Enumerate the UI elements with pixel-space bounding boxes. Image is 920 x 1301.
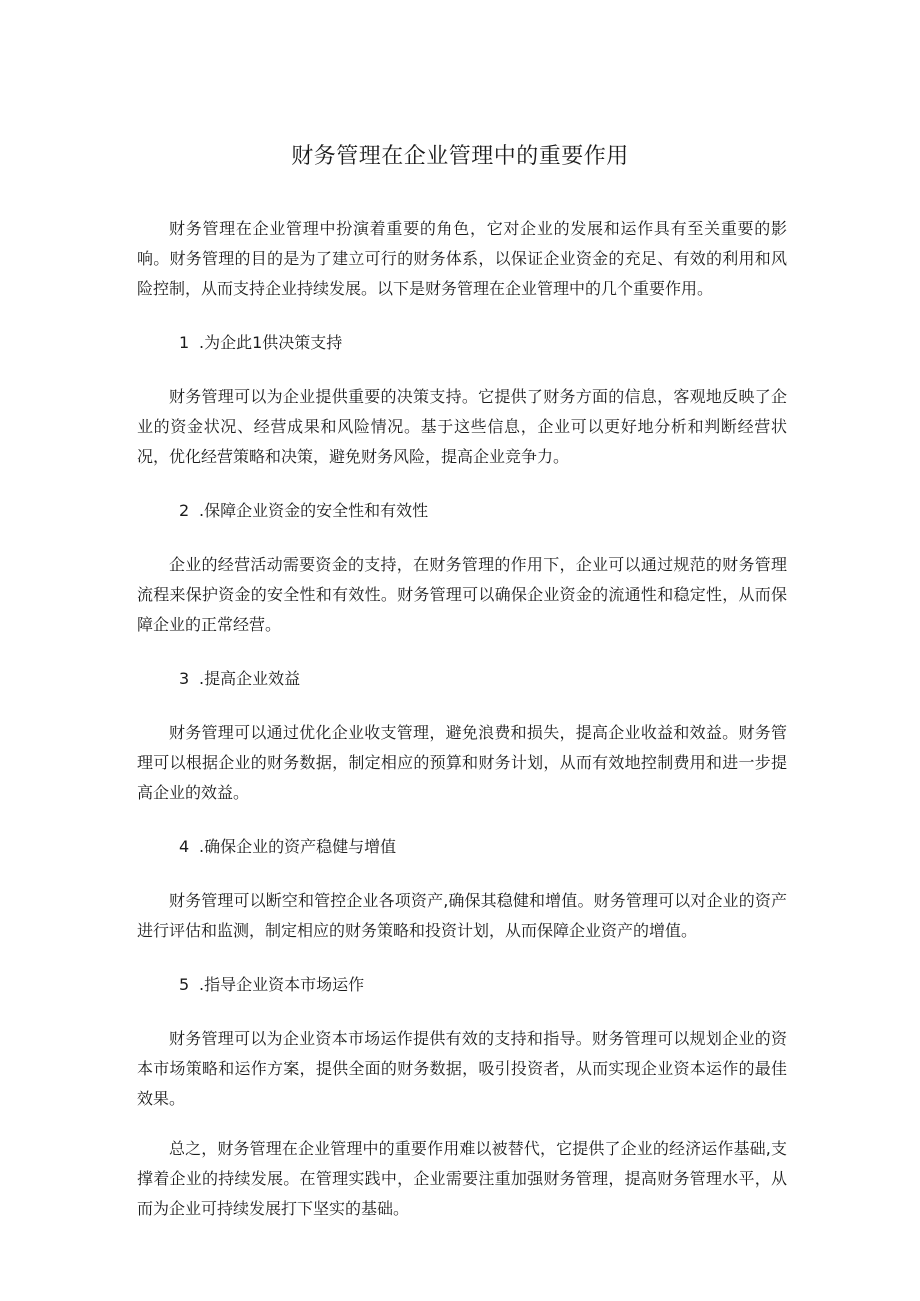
section-number: 2 xyxy=(179,501,190,520)
section-heading-text: .提高企业效益 xyxy=(199,669,301,688)
section-heading-text: .保障企业资金的安全性和有效性 xyxy=(199,501,429,520)
document-title: 财务管理在企业管理中的重要作用 xyxy=(291,144,629,169)
section-paragraph-3: 财务管理可以通过优化企业收支管理，避免浪费和损失，提高企业收益和效益。财务管理可以根据企业的财务数据，制定相应的预算和财务计划，从而有效地控制费用和进一步提高企业的效益。 xyxy=(137,723,787,802)
intro-paragraph: 财务管理在企业管理中扮演着重要的角色，它对企业的发展和运作具有至关重要的影响。财务管理的目的是为了建立可行的财务体系，以保证企业资金的充足、有效的利用和风险控制，从而支持企业持续发展。以下是财务管理在企业管理中的几个重要作用。 xyxy=(137,219,787,298)
section-heading-text: .为企此1供决策支持 xyxy=(199,333,343,352)
section-heading-2 xyxy=(137,496,787,526)
section-heading-4 xyxy=(137,832,787,862)
section-paragraph-4: 财务管理可以断空和管控企业各项资产,确保其稳健和增值。财务管理可以对企业的资产进行评估和监测，制定相应的财务策略和投资计划，从而保障企业资产的增值。 xyxy=(137,891,787,940)
section-heading-text: .指导企业资本市场运作 xyxy=(199,975,365,994)
section-number: 3 xyxy=(179,669,190,688)
section-number: 5 xyxy=(179,975,190,994)
section-heading-5 xyxy=(137,970,787,1000)
section-paragraph-5: 财务管理可以为企业资本市场运作提供有效的支持和指导。财务管理可以规划企业的资本市场策略和运作方案，提供全面的财务数据，吸引投资者，从而实现企业资本运作的最佳效果。 xyxy=(137,1029,787,1108)
section-paragraph-2: 企业的经营活动需要资金的支持，在财务管理的作用下，企业可以通过规范的财务管理流程来保护资金的安全性和有效性。财务管理可以确保企业资金的流通性和稳定性，从而保障企业的正常经营。 xyxy=(137,555,787,634)
document-body xyxy=(137,214,787,1248)
conclusion-paragraph: 总之，财务管理在企业管理中的重要作用难以被替代，它提供了企业的经济运作基础,支撑着企业的持续发展。在管理实践中，企业需要注重加强财务管理，提高财务管理水平，从而为企业可持续发展打下坚实的基础。 xyxy=(137,1139,787,1218)
section-heading-1 xyxy=(137,328,787,358)
section-heading-3 xyxy=(137,664,787,694)
section-number: 4 xyxy=(179,837,190,856)
section-number: 1 xyxy=(179,333,190,352)
section-paragraph-1: 财务管理可以为企业提供重要的决策支持。它提供了财务方面的信息，客观地反映了企业的资金状况、经营成果和风险情况。基于这些信息，企业可以更好地分析和判断经营状况，优化经营策略和决策，避免财务风险，提高企业竞争力。 xyxy=(137,387,787,466)
section-heading-text: .确保企业的资产稳健与增值 xyxy=(199,837,397,856)
